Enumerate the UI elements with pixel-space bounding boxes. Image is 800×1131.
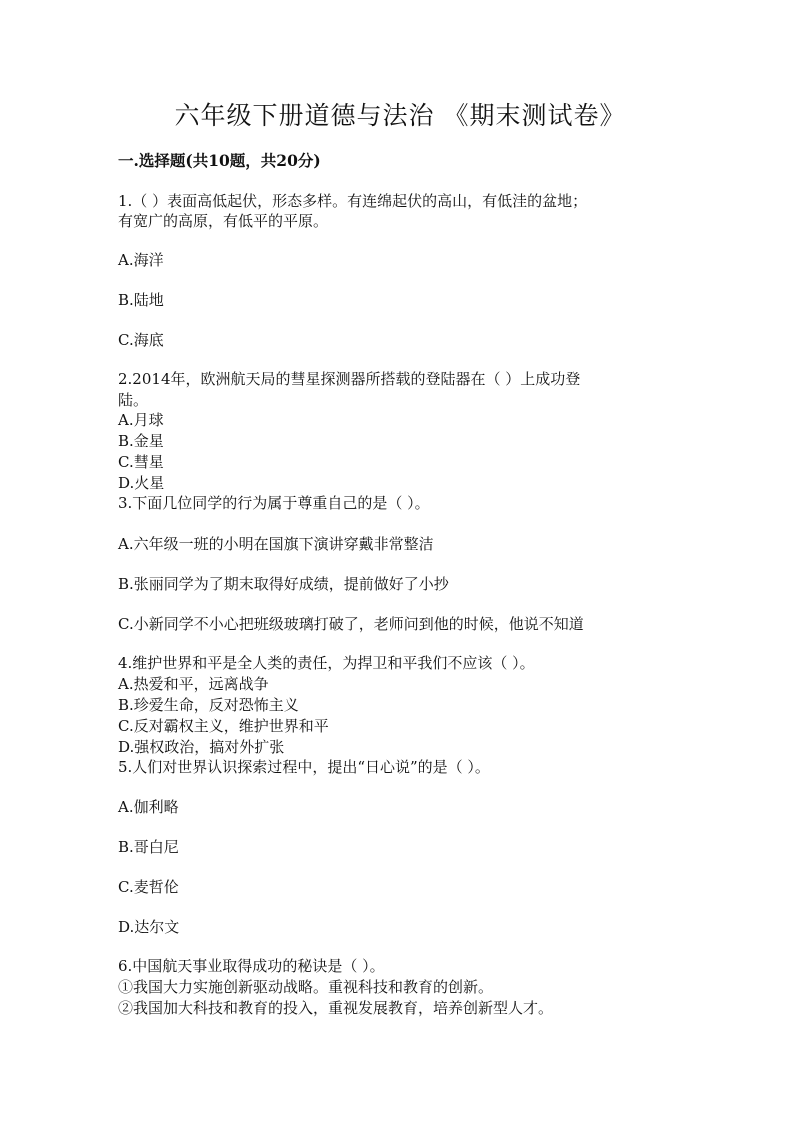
question-2-option-b: B.金星 xyxy=(118,432,164,450)
question-2-option-c: C.彗星 xyxy=(118,453,164,471)
question-3-option-c: C.小新同学不小心把班级玻璃打破了，老师问到他的时候，他说不知道 xyxy=(118,615,584,633)
question-5-option-a: A.伽利略 xyxy=(118,798,179,816)
question-3-option-b: B.张丽同学为了期末取得好成绩，提前做好了小抄 xyxy=(118,575,449,593)
question-4-option-b: B.珍爱生命，反对恐怖主义 xyxy=(118,696,299,714)
question-6-stem: 6.中国航天事业取得成功的秘诀是（ ）。 xyxy=(118,957,385,975)
question-5-option-c: C.麦哲伦 xyxy=(118,878,179,896)
question-1-stem-line-1: 1.（ ）表面高低起伏，形态多样。有连绵起伏的高山，有低洼的盆地； xyxy=(118,192,588,210)
question-1-option-b: B.陆地 xyxy=(118,291,164,309)
question-2-option-d: D.火星 xyxy=(118,474,165,492)
question-1-option-c: C.海底 xyxy=(118,331,164,349)
question-5-stem: 5.人们对世界认识探索过程中，提出“日心说”的是（ ）。 xyxy=(118,758,490,776)
question-4-option-a: A.热爱和平，远离战争 xyxy=(118,675,269,693)
question-5-option-b: B.哥白尼 xyxy=(118,838,179,856)
question-5-option-d: D.达尔文 xyxy=(118,918,180,936)
question-4-stem: 4.维护世界和平是全人类的责任，为捍卫和平我们不应该（ ）。 xyxy=(118,654,535,672)
question-3-stem: 3.下面几位同学的行为属于尊重自己的是（ ）。 xyxy=(118,494,430,512)
section-heading: 一.选择题(共10题，共20分) xyxy=(118,151,321,170)
question-2-stem-line-2: 陆。 xyxy=(118,391,149,409)
question-4-option-c: C.反对霸权主义，维护世界和平 xyxy=(118,717,329,735)
question-6-statement-1: ①我国大力实施创新驱动战略。重视科技和教育的创新。 xyxy=(118,978,494,996)
question-6-statement-2: ②我国加大科技和教育的投入，重视发展教育，培养创新型人才。 xyxy=(118,999,554,1017)
question-2-stem-line-1: 2.2014年，欧洲航天局的彗星探测器所搭载的登陆器在（ ）上成功登 xyxy=(118,370,581,388)
page-title: 六年级下册道德与法治 《期末测试卷》 xyxy=(174,101,626,130)
question-1-stem-line-2: 有宽广的高原，有低平的平原。 xyxy=(118,212,329,230)
question-2-option-a: A.月球 xyxy=(118,411,164,429)
question-4-option-d: D.强权政治，搞对外扩张 xyxy=(118,738,285,756)
question-3-option-a: A.六年级一班的小明在国旗下演讲穿戴非常整洁 xyxy=(118,535,434,553)
question-1-option-a: A.海洋 xyxy=(118,251,164,269)
